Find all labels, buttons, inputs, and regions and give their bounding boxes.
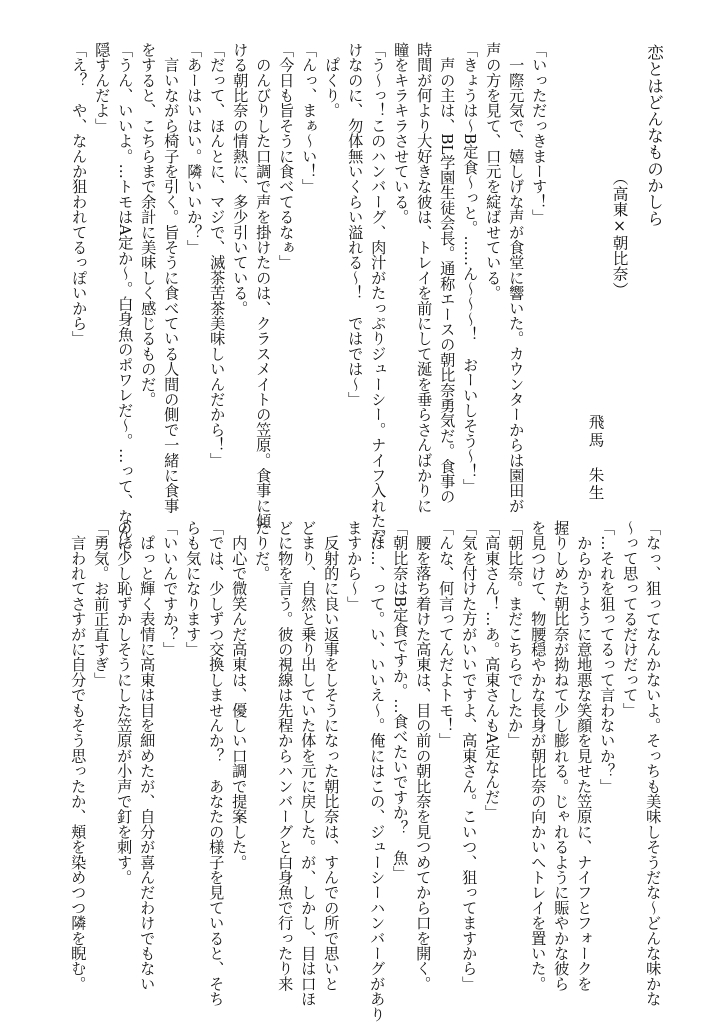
text-line: けなのに、勿体無いくらい溢れる～！ ではでは～」 [346,42,365,407]
text-line: 「なっ、狙ってなんかないよ。そっちも美味しそうだな～どんな味かな [644,520,663,1007]
text-line: ぱくり。 [323,42,342,118]
text-line: 「…それを狙ってるって言わないか？」 [598,520,617,794]
text-line: 「は…、って。い、いいえ～。俺にはこの、ジューシーハンバーグがあり [368,520,387,1022]
text-line: 「では、少しずつ交換しませんか？ あなたの様子を見ていると、そち [207,520,226,1007]
text-line: ～って思ってるだけだって」 [621,520,640,718]
text-line: 腰を落ち着けた高東は、目の前の朝比奈を見つめてから口を開く。 [414,520,433,992]
text-line: 「だって、ほんとに、マジで、滅茶苦茶美味しいんだから！」 [208,42,227,468]
text-line: 瞳をキラキラさせている。 [392,42,411,225]
text-line: 「今日も旨そうに食べてるなぁ」 [277,42,296,270]
text-line: 握りしめた朝比奈が拗ねて少し膨れる。じゃれるように賑やかな彼ら [552,520,571,992]
text-line: 「んっ、まぁ～い！」 [300,42,319,194]
text-line: 「うん、いいよ。…トモはA定か～。白身魚のポワレだ～。…って、なんで [116,42,135,555]
text-line: 時間が何より大好きな彼は、トレイを前にして涎を垂らさんばかりに [415,42,434,514]
text-line: を見つけて、物腰穏やかな長身が朝比奈の向かいへトレイを置いた。 [529,520,548,992]
text-line: 言われてさすがに自分でもそう思ったか、頬を染めつつ隣を睨む。 [69,520,88,992]
story-subtitle: （高東×朝比奈） [610,170,629,298]
text-line: 「え？ や、なんか狙われてるっぽいから」 [70,42,89,346]
text-line: どまり、自然と乗り出していた体を元に戻した。が、しかし、目は口ほ [299,520,318,1007]
text-line: からかうように意地悪な笑顔を見せた笠原に、ナイフとフォークを [575,520,594,992]
text-line: 「あーはいはい。隣いいか？」 [185,42,204,255]
text-line: 内心で微笑んだ高東は、優しい口調で提案した。 [230,520,249,870]
text-line: 「高東さん！…あ。高東さんもA定なんだ」 [483,520,502,820]
text-line: 「いいんですか？」 [161,520,180,657]
text-line: 「勇気。お前正直すぎ」 [92,520,111,688]
text-line: 一際元気で、嬉しげな声が食堂に響いた。カウンターからは園田が [507,42,526,514]
text-line: 声の方を見て、口元を綻ばせている。 [484,42,503,301]
story-title: 恋とはどんなものかしら [644,44,664,227]
text-line: たりだ。 [253,520,272,581]
text-line: 「気を付けた方がいいですよ、高東さん。こいつ、狙ってますから」 [460,520,479,992]
text-line: ますから～」 [345,520,364,612]
text-line: らも気になります」 [184,520,203,657]
text-line: どに物を言う。彼の視線は先程からハンバーグと白身魚で行ったり来 [276,520,295,992]
text-line: 言いながら椅子を引く。旨そうに食べている人間の側で一緒に食事 [162,42,181,514]
story-author: 飛馬 朱生 [586,414,605,502]
text-line: 「んな、何言ってんだよトモ！」 [437,520,456,748]
text-line: のんびりした口調で声を掛けたのは、クラスメイトの笠原。食事に傾 [254,42,273,529]
text-line: 「いっただっきまーす！」 [530,42,549,225]
text-line: 反射的に良い返事をしそうになった朝比奈は、すんでの所で思いと [322,520,341,992]
text-line: ける朝比奈の情熱に、多少引いている。 [231,42,250,316]
text-line: ぱっと輝く表情に高東は目を細めたが、自分が喜んだわけでもない [138,520,157,992]
text-line: 「朝比奈。まだこちらでしたか」 [506,520,525,748]
text-line: 「う～っ！このハンバーグ、肉汁がたっぷりジューシー。ナイフ入れただ [369,42,388,544]
text-line: 「きょうは～B定食～っと。……ん～～～！ おーいしそう～！」 [461,42,480,494]
text-line: 隠すんだよ」 [93,42,112,134]
text-line: をすると、こちらまで余計に美味しく感じるものだ。 [139,42,158,407]
text-line: 声の主は、BL学園生徒会長。通称エースの朝比奈勇気だ。食事の [438,42,457,505]
text-line: 「朝比奈はB定食ですか。…食べたいですか？ 魚」 [391,520,410,881]
text-line: のに少し恥ずかしそうにした笠原が小声で釘を刺す。 [115,520,134,885]
